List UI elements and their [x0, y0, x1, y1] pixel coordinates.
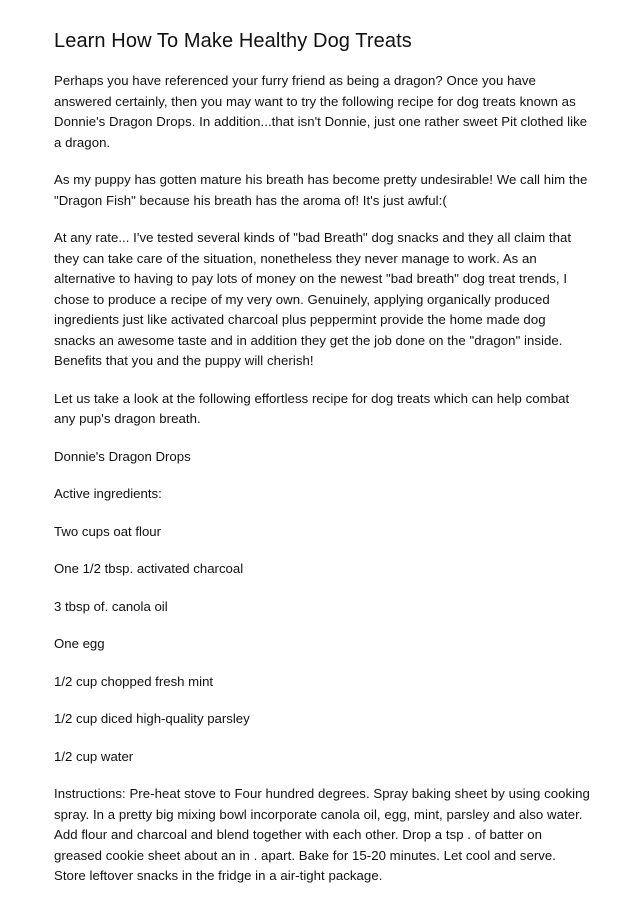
document-page: [54, 28, 590, 904]
recipe-name: Donnie's Dragon Drops: [54, 448, 191, 464]
instructions-paragraph: Instructions: Pre-heat stove to Four hundred degrees. Spray baking sheet by using cooking spray. In a pretty big mixing bowl incorporate canola oil, egg, mint, parsley and also water. Add flour and charcoal and blend together with each other. Drop a tsp . of batter on greased cookie sheet about an in . apart. Bake for 15-20 minutes. Let cool and serve. Store leftover snacks in the fridge in a air-tight package.: [54, 786, 590, 883]
ingredient-item: 3 tbsp of. canola oil: [54, 598, 168, 614]
ingredient-item: Two cups oat flour: [54, 523, 162, 539]
recipe-intro-paragraph: Let us take a look at the following effortless recipe for dog treats which can help combat any pup's dragon breath.: [54, 390, 570, 426]
ingredient-item: One egg: [54, 636, 105, 651]
ingredient-item: 1/2 cup diced high-quality parsley: [54, 711, 250, 726]
breath-paragraph: As my puppy has gotten mature his breath has become pretty undesirable! We call him the "Dragon Fish" because his breath has the aroma of! It's just awful:(: [54, 172, 588, 208]
snacks-paragraph: At any rate... I've tested several kinds of "bad Breath" dog snacks and they all claim that they can take care of the situation, nonetheless they never manage to work. As an alternative to having to pay lots of money on the newest "bad breath" dog treat trends, I chose to produce a recipe of my very own. Genuinely, applying organically produced ingredients just like activated charcoal plus peppermint provide the home made dog snacks an awesome taste and in addition they get the job done on the "dragon" inside. Benefits that you and the puppy will cherish!: [54, 230, 572, 368]
document-title: Learn How To Make Healthy Dog Treats: [54, 30, 412, 52]
intro-paragraph: Perhaps you have referenced your furry friend as being a dragon? Once you have answered certainly, then you may want to try the following recipe for dog treats known as Donnie's Dragon Drops. In addition...that isn't Donnie, just one rather sweet Pit clothed like a dragon.: [54, 73, 588, 150]
ingredients-heading: Active ingredients:: [54, 486, 162, 501]
ingredient-item: 1/2 cup water: [54, 748, 134, 764]
ingredient-item: One 1/2 tbsp. activated charcoal: [54, 561, 244, 576]
ingredient-item: 1/2 cup chopped fresh mint: [54, 673, 214, 689]
